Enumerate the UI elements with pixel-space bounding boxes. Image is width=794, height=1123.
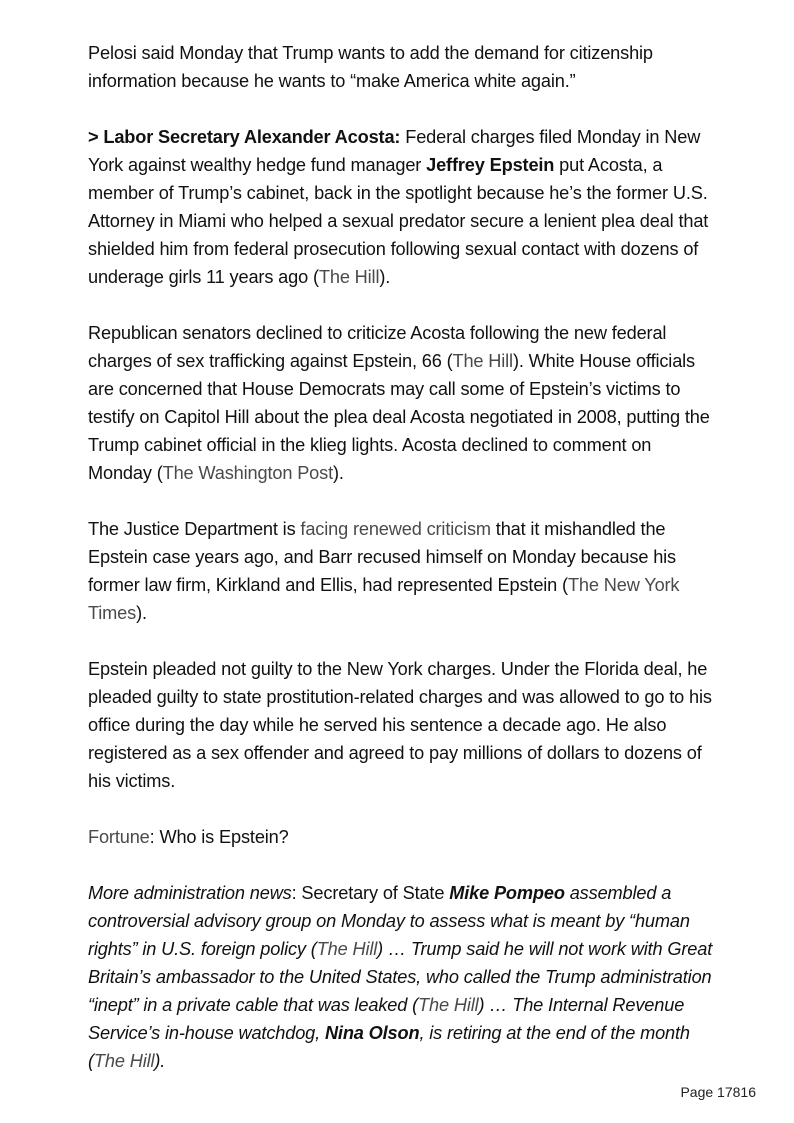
text-run: : Who is Epstein?: [149, 827, 289, 847]
paragraph-epstein-plea: [88, 655, 718, 795]
text-run: Republican senators declined to criticize Acosta following the new federal charges of sex trafficking against Epstein, 66 (: [88, 323, 667, 371]
text-run: Federal charges filed Monday in New York against wealthy hedge fund manager: [88, 127, 701, 175]
text-run: The Justice Department is: [88, 519, 301, 539]
article-body: [88, 39, 718, 1103]
page-number: Page 17816: [680, 1084, 756, 1100]
paragraph-republican-senators: [88, 319, 718, 487]
source-link-the-hill[interactable]: The Hill: [93, 1051, 155, 1071]
paragraph-pelosi: [88, 39, 718, 95]
paragraph-text: Pelosi said Monday that Trump wants to add the demand for citizenship information because he wants to “make America white again.”: [88, 43, 653, 91]
paragraph-text: Epstein pleaded not guilty to the New York charges. Under the Florida deal, he pleaded guilty to state prostitution-related charges and was allowed to go to his office during the day while he served his sentence a decade ago. He also registered as a sex offender and agreed to pay millions of dollars to dozens of his victims.: [88, 659, 712, 791]
text-run: ).: [332, 463, 344, 483]
source-link-the-hill[interactable]: The Hill: [418, 995, 479, 1015]
link-facing-renewed-criticism[interactable]: facing renewed criticism: [300, 519, 491, 539]
text-run: ).: [379, 267, 391, 287]
source-link-the-hill[interactable]: The Hill: [316, 939, 378, 959]
paragraph-administration-news: [88, 879, 718, 1075]
person-name: Nina Olson: [324, 1023, 420, 1043]
person-name: Jeffrey Epstein: [426, 155, 555, 175]
text-run: ).: [136, 603, 147, 623]
text-run: ) … Trump said he will not work with Great Britain’s ambassador to the United States, who called the Trump administration “inept” in a private cable that was leaked (: [88, 939, 713, 1015]
text-run: : Secretary of State: [291, 883, 450, 903]
source-link-the-hill[interactable]: The Hill: [452, 351, 513, 371]
paragraph-acosta: [88, 123, 718, 291]
source-link-washington-post[interactable]: The Washington Post: [162, 463, 333, 483]
person-name: Mike Pompeo: [449, 883, 565, 903]
text-run: that it mishandled the Epstein case years ago, and Barr recused himself on Monday because his former law firm, Kirkland and Ellis, had represented Epstein (: [88, 519, 677, 595]
text-run: More administration news: [88, 883, 292, 903]
paragraph-justice-department: [88, 515, 718, 627]
section-lead: > Labor Secretary Alexander Acosta:: [88, 127, 401, 147]
text-run: , is retiring at the end of the month (: [88, 1023, 690, 1071]
text-run: assembled a controversial advisory group on Monday to assess what is meant by “human rights” in U.S. foreign policy (: [88, 883, 690, 959]
paragraph-fortune: [88, 823, 718, 851]
text-run: ) … The Internal Revenue Service’s in-house watchdog,: [88, 995, 685, 1043]
source-link-the-hill[interactable]: The Hill: [318, 267, 380, 287]
text-run: ). White House officials are concerned that House Democrats may call some of Epstein’s victims to testify on Capitol Hill about the plea deal Acosta negotiated in 2008, putting the Trump cabinet official in the klieg lights. Acosta declined to comment on Monday (: [88, 351, 710, 483]
text-run: ).: [154, 1051, 166, 1071]
text-run: put Acosta, a member of Trump’s cabinet, back in the spotlight because he’s the former U.S. Attorney in Miami who helped a sexual predator secure a lenient plea deal that shielded him from federal prosecution following sexual contact with dozens of underage girls 11 years ago (: [88, 155, 709, 287]
source-link-fortune[interactable]: Fortune: [88, 827, 150, 847]
source-link-new-york-times[interactable]: The New York Times: [88, 575, 680, 623]
